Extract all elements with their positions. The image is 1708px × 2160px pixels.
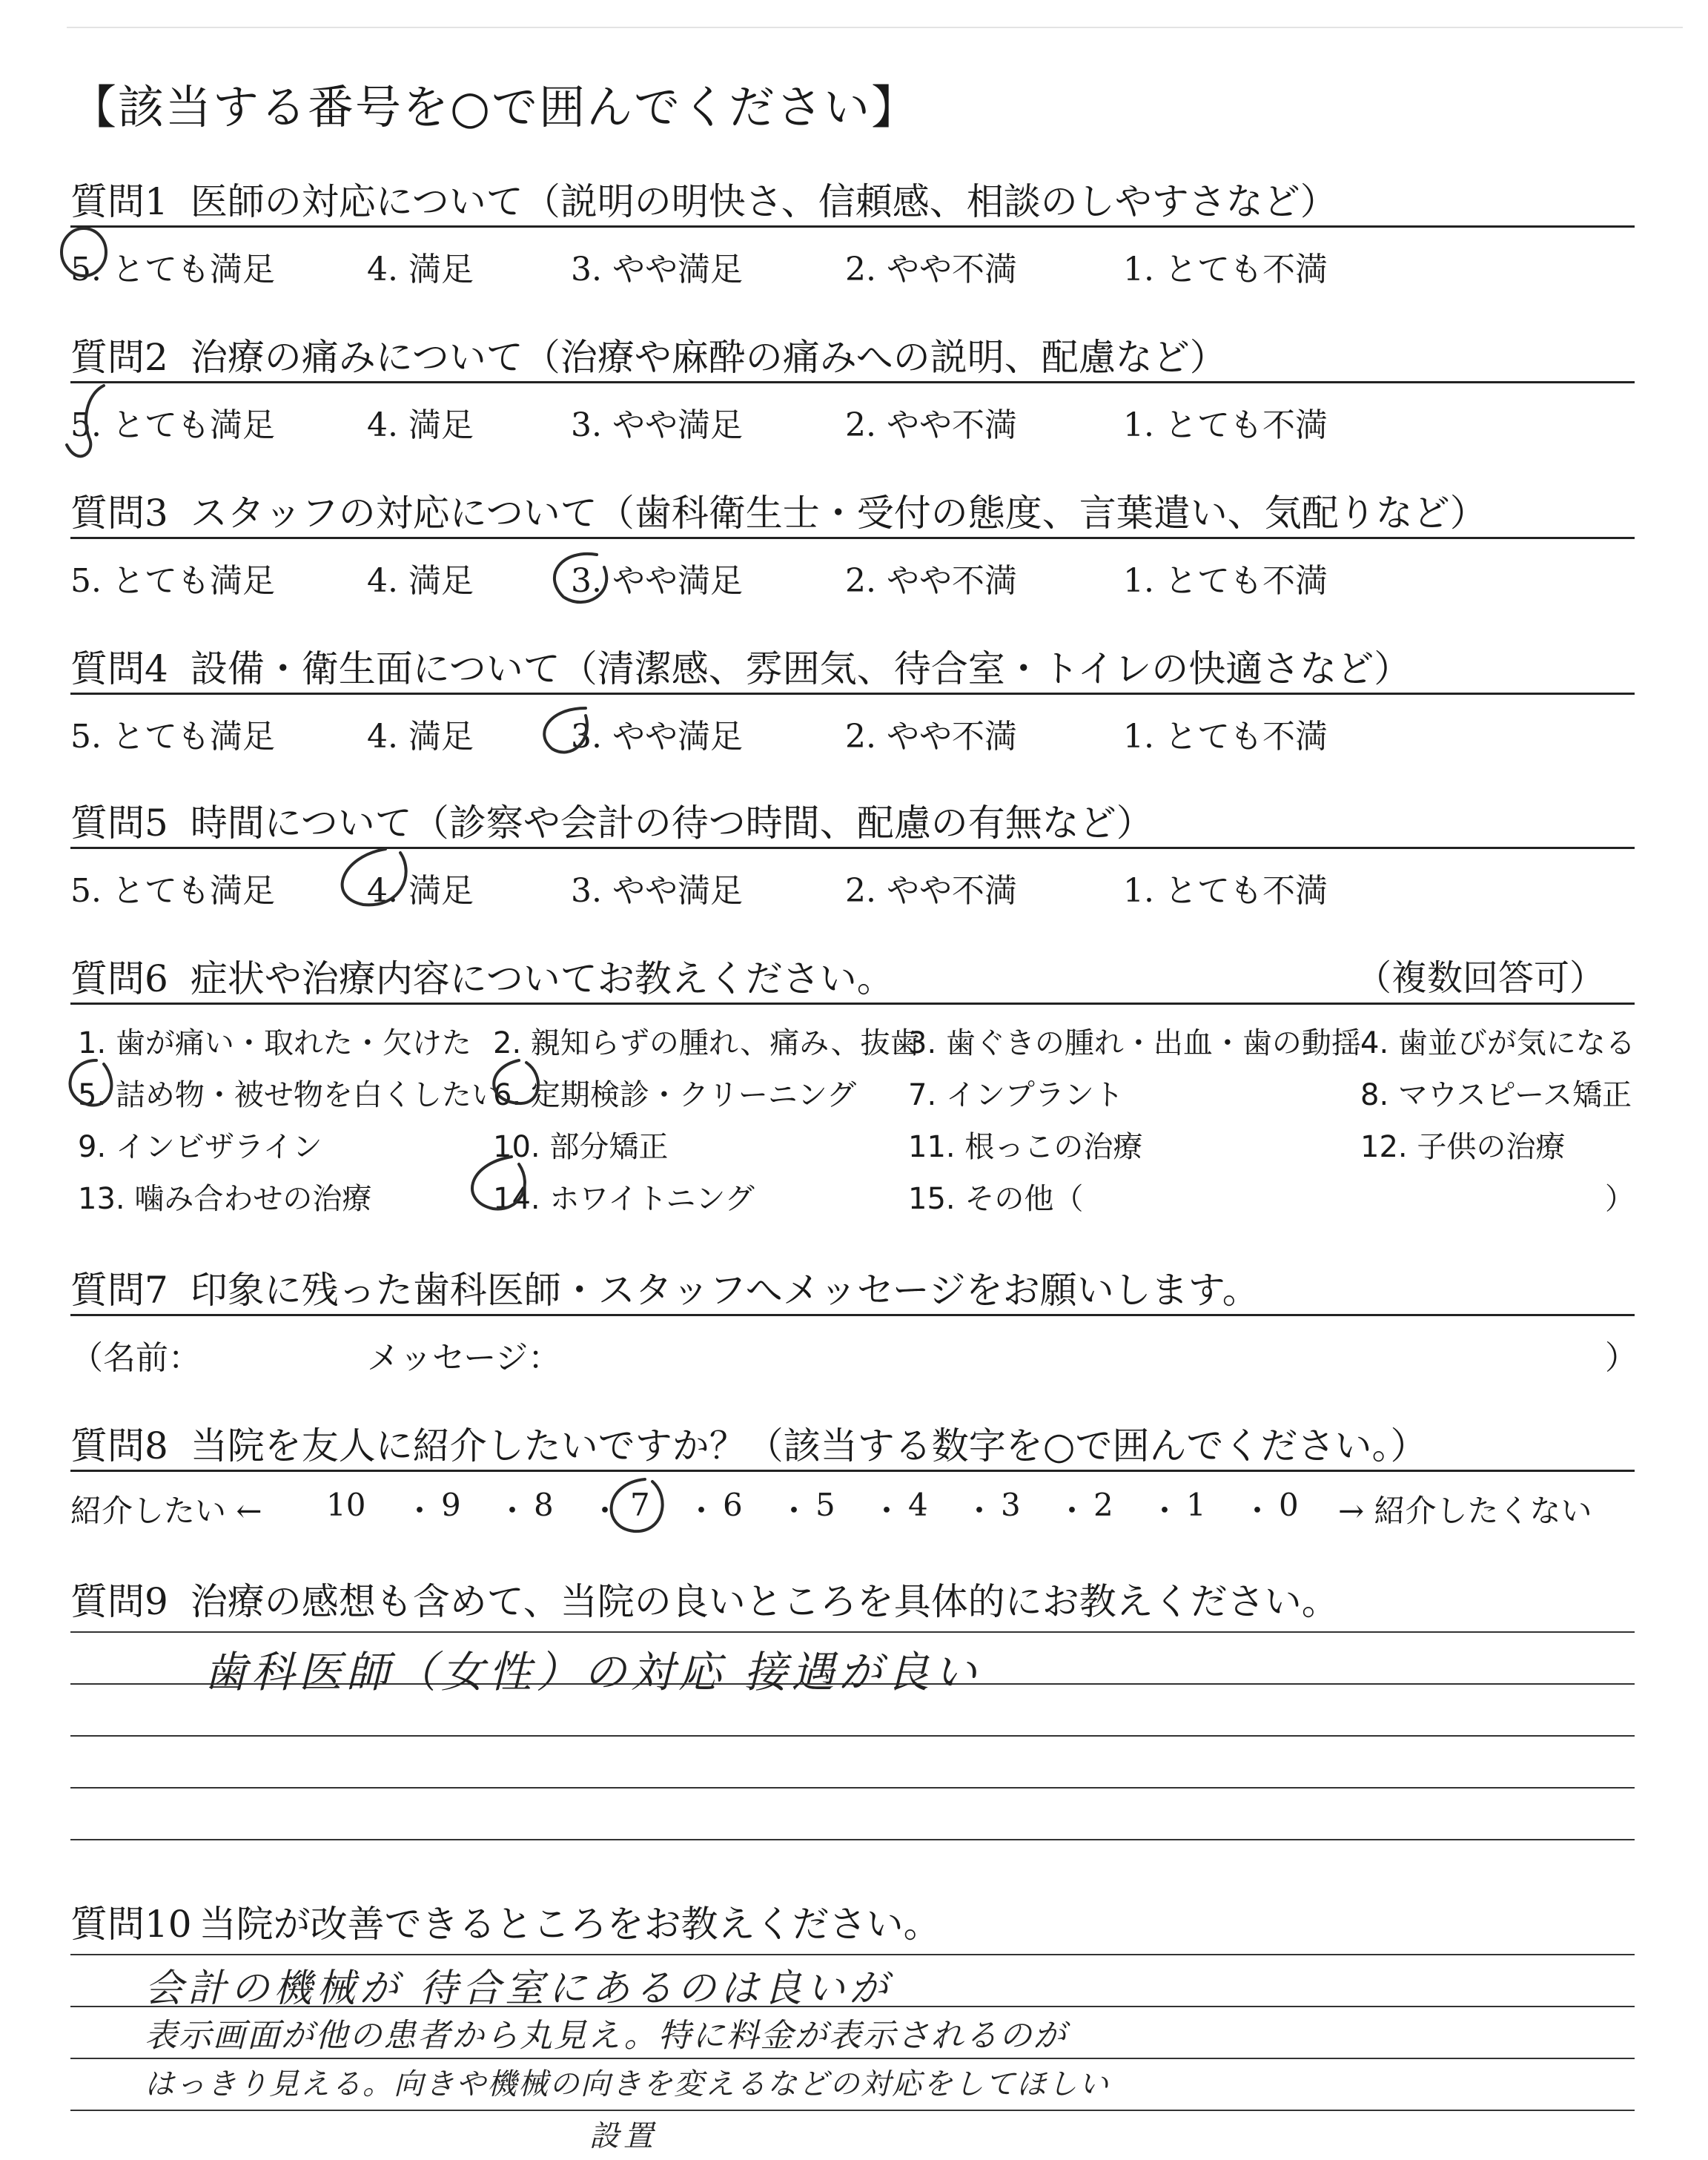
question-rule	[70, 537, 1635, 539]
handwritten-answer: 設置	[589, 2119, 658, 2153]
scale-dot: ・	[1056, 1493, 1088, 1529]
question-number: 質問1	[70, 180, 168, 223]
symptom-item[interactable]: 14. ホワイトニング	[493, 1182, 755, 1216]
symptom-item[interactable]: 10. 部分矯正	[493, 1130, 669, 1164]
question-text: 印象に残った歯科医師・スタッフへメッセージをお願いします。	[190, 1269, 1260, 1312]
option-5[interactable]: 5. とても満足	[70, 251, 275, 288]
scale-dot: ・	[497, 1493, 529, 1529]
scale-dot: ・	[686, 1493, 718, 1529]
scale-value[interactable]: 2	[1093, 1487, 1113, 1523]
question-text: 当院が改善できるところをお教えください。	[199, 1903, 941, 1946]
option-1[interactable]: 1. とても不満	[1123, 872, 1328, 910]
question-text: 設備・衛生面について（清潔感、雰囲気、待合室・トイレの快適さなど）	[190, 647, 1411, 690]
scale-value[interactable]: 10	[326, 1487, 366, 1523]
scale-dot: ・	[1242, 1493, 1274, 1529]
question-number: 質問7	[70, 1269, 168, 1312]
top-border	[67, 27, 1683, 28]
scale-value[interactable]: 7	[630, 1487, 650, 1523]
answer-line	[70, 2110, 1635, 2111]
handwritten-answer: はっきり見える。向きや機械の向きを変えるなどの対応をしてほしい	[145, 2067, 1110, 2101]
question-rule	[70, 1003, 1635, 1005]
scale-dot: ・	[1149, 1493, 1181, 1529]
answer-line	[70, 1735, 1635, 1737]
question-number: 質問6	[70, 957, 168, 1000]
answer-line	[70, 1787, 1635, 1789]
answer-line	[70, 1631, 1635, 1633]
symptom-item[interactable]: 3. 歯ぐきの腫れ・出血・歯の動揺	[908, 1026, 1361, 1060]
option-3[interactable]: 3. やや満足	[571, 406, 743, 444]
symptom-item[interactable]: 1. 歯が痛い・取れた・欠けた	[78, 1026, 471, 1060]
option-3[interactable]: 3. やや満足	[571, 718, 743, 756]
question-rule	[70, 693, 1635, 695]
option-2[interactable]: 2. やや不満	[845, 406, 1017, 444]
question-number: 質問4	[70, 647, 168, 690]
scale-value[interactable]: 1	[1186, 1487, 1206, 1523]
scale-dot: ・	[778, 1493, 810, 1529]
option-4[interactable]: 4. 満足	[367, 251, 474, 288]
question-number: 質問9	[70, 1580, 168, 1623]
answer-line	[70, 1954, 1635, 1955]
option-1[interactable]: 1. とても不満	[1123, 562, 1328, 600]
name-label: （名前：	[70, 1339, 201, 1377]
message-label: メッセージ：	[367, 1339, 561, 1377]
option-2[interactable]: 2. やや不満	[845, 251, 1017, 288]
option-3[interactable]: 3. やや満足	[571, 562, 743, 600]
scale-value[interactable]: 9	[441, 1487, 461, 1523]
option-1[interactable]: 1. とても不満	[1123, 718, 1328, 756]
option-4[interactable]: 4. 満足	[367, 406, 474, 444]
question-text: 医師の対応について（説明の明快さ、信頼感、相談のしやすさなど）	[190, 180, 1337, 223]
question-text: 時間について（診察や会計の待つ時間、配慮の有無など）	[190, 802, 1153, 845]
scale-value[interactable]: 8	[534, 1487, 554, 1523]
option-5[interactable]: 5. とても満足	[70, 872, 275, 910]
handwritten-answer: 表示画面が他の患者から丸見え。特に料金が表示されるのが	[145, 2017, 1068, 2055]
question-rule	[70, 1470, 1635, 1472]
scale-value[interactable]: 6	[723, 1487, 743, 1523]
question-text: スタッフの対応について（歯科衛生士・受付の態度、言葉遣い、気配りなど）	[190, 492, 1487, 535]
symptom-item[interactable]: 9. インビザライン	[78, 1130, 322, 1164]
question-text: 当院を友人に紹介したいですか？（該当する数字を○で囲んでください。）	[190, 1424, 1428, 1467]
question-rule	[70, 225, 1635, 228]
option-5[interactable]: 5. とても満足	[70, 718, 275, 756]
symptom-item[interactable]: 5. 詰め物・被せ物を白くしたい	[78, 1078, 501, 1112]
option-3[interactable]: 3. やや満足	[571, 872, 743, 910]
symptom-item[interactable]: 4. 歯並びが気になる	[1360, 1026, 1635, 1060]
option-4[interactable]: 4. 満足	[367, 718, 474, 756]
symptom-item[interactable]: 12. 子供の治療	[1360, 1130, 1566, 1164]
handwritten-answer: 会計の機械が 待合室にあるのは良いが	[145, 1966, 893, 2011]
scale-dot: ・	[589, 1493, 621, 1529]
scale-left-label: 紹介したい ←	[70, 1493, 262, 1529]
rating-options	[70, 398, 1635, 443]
option-3[interactable]: 3. やや満足	[571, 251, 743, 288]
option-5[interactable]: 5. とても満足	[70, 406, 275, 444]
option-2[interactable]: 2. やや不満	[845, 718, 1017, 756]
rating-options	[70, 864, 1635, 908]
question-rule	[70, 381, 1635, 383]
scale-dot: ・	[404, 1493, 436, 1529]
question-number: 質問2	[70, 336, 168, 379]
symptom-item[interactable]: 15. その他（	[908, 1182, 1084, 1216]
scale-dot: ・	[964, 1493, 996, 1529]
multiple-answers-note: （複数回答可）	[1355, 957, 1605, 999]
page-title: 【該当する番号を○で囲んでください】	[70, 80, 919, 134]
rating-options	[70, 242, 1635, 287]
other-close-paren: ）	[1605, 1182, 1635, 1216]
handwritten-answer: 歯科医師（女性）の対応 接遇が良い	[204, 1647, 982, 1697]
symptom-item[interactable]: 6. 定期検診・クリーニング	[493, 1078, 857, 1112]
scale-value[interactable]: 4	[908, 1487, 928, 1523]
scale-value[interactable]: 5	[815, 1487, 835, 1523]
question-rule	[70, 1314, 1635, 1316]
answer-line	[70, 2058, 1635, 2059]
question-text: 治療の感想も含めて、当院の良いところを具体的にお教えください。	[190, 1580, 1339, 1623]
option-2[interactable]: 2. やや不満	[845, 872, 1017, 910]
rating-options	[70, 710, 1635, 754]
option-1[interactable]: 1. とても不満	[1123, 406, 1328, 444]
symptom-item[interactable]: 8. マウスピース矯正	[1360, 1078, 1632, 1112]
option-5[interactable]: 5. とても満足	[70, 562, 275, 600]
rating-options	[70, 554, 1635, 598]
message-close-paren: ）	[1605, 1339, 1638, 1377]
scale-value[interactable]: 3	[1001, 1487, 1021, 1523]
scale-right-label: → 紹介したくない	[1338, 1493, 1592, 1529]
question-text: 症状や治療内容についてお教えください。	[190, 957, 894, 1000]
scale-value[interactable]: 0	[1279, 1487, 1299, 1523]
symptom-item[interactable]: 7. インプラント	[908, 1078, 1124, 1112]
option-4[interactable]: 4. 満足	[367, 562, 474, 600]
question-number: 質問3	[70, 492, 168, 535]
question-number: 質問5	[70, 802, 168, 845]
symptom-item[interactable]: 11. 根っこの治療	[908, 1130, 1143, 1164]
scale-dot: ・	[871, 1493, 903, 1529]
question-rule	[70, 847, 1635, 849]
question-text: 治療の痛みについて（治療や麻酔の痛みへの説明、配慮など）	[190, 336, 1227, 379]
question-number: 質問8	[70, 1424, 168, 1467]
symptom-item[interactable]: 2. 親知らずの腫れ、痛み、抜歯	[493, 1026, 920, 1060]
option-1[interactable]: 1. とても不満	[1123, 251, 1328, 288]
question-number: 質問10	[70, 1903, 192, 1946]
answer-line	[70, 1839, 1635, 1840]
option-4[interactable]: 4. 満足	[367, 872, 474, 910]
option-2[interactable]: 2. やや不満	[845, 562, 1017, 600]
symptom-item[interactable]: 13. 噛み合わせの治療	[78, 1182, 372, 1216]
